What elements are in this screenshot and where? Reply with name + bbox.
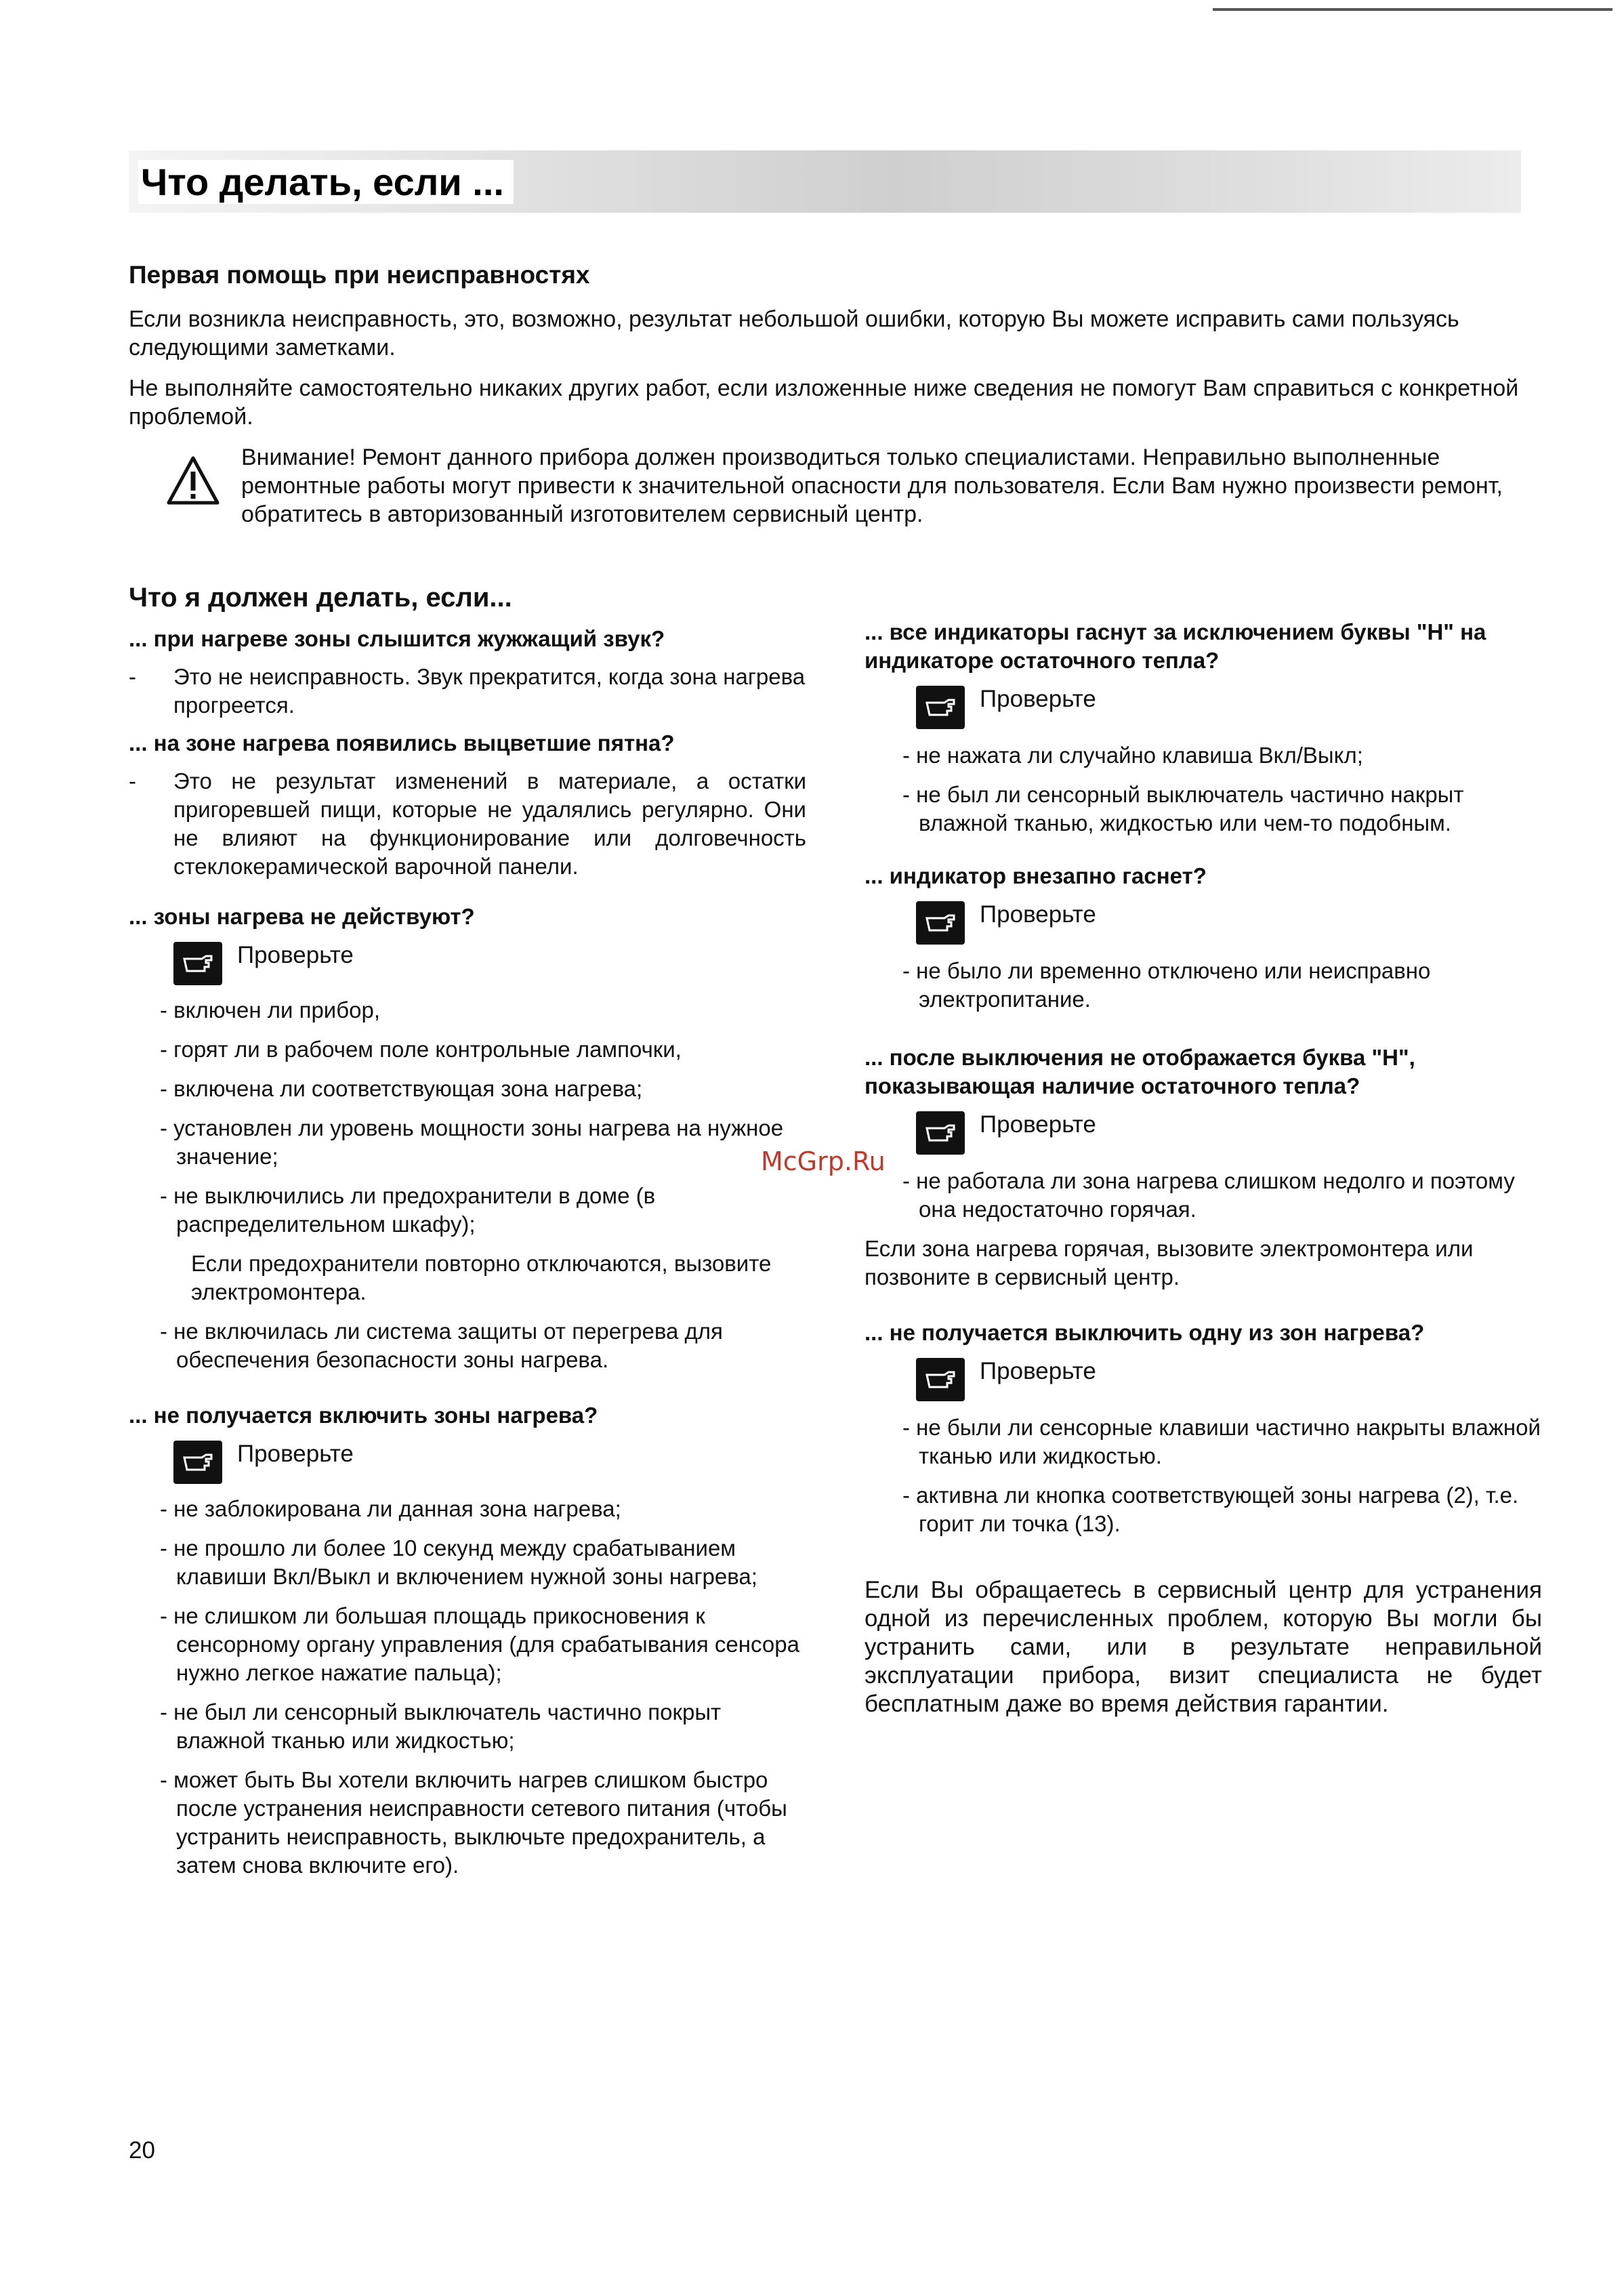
check-block — [865, 1358, 1542, 1401]
question-buzzing: ... при нагреве зоны слышится жужжащий звук? — [129, 626, 665, 651]
pointing-hand-icon — [916, 686, 965, 729]
question-no-h-letter: ... после выключения не отображается буква "H", показывающая наличие остаточного тепла? — [865, 1045, 1415, 1098]
pointing-hand-icon — [916, 1358, 965, 1401]
list-item: - не было ли временно отключено или неисправно электропитание. — [902, 958, 1431, 1012]
first-aid-paragraph-1: Если возникла неисправность, это, возможно, результат небольшой ошибки, которую Вы можете исправить сами пользуясь следующими заметками. — [129, 306, 1459, 360]
list-item: - не заблокирована ли данная зона нагрева; — [160, 1496, 621, 1521]
check-block — [865, 901, 1542, 945]
answer-stains-text: Это не результат изменений в материале, а остатки пригоревшей пищи, которые не удалялись регулярно. Они не влияют на функционирование или долговечность стеклокерамической варочной панели. — [173, 768, 806, 879]
check-label: Проверьте — [237, 942, 354, 968]
page-number: 20 — [129, 2137, 155, 2164]
section-title: Что я должен делать, если... — [129, 583, 512, 613]
list-item: - может быть Вы хотели включить нагрев слишком быстро после устранения неисправности сетевого питания (чтобы устранить неисправность, выключьте предохранитель, а затем снова включите его). — [160, 1767, 787, 1878]
hot-zone-note: Если зона нагрева горячая, вызовите электромонтера или позвоните в сервисный центр. — [865, 1236, 1474, 1289]
list-item: - не прошло ли более 10 секунд между срабатыванием клавиши Вкл/Выкл и включением нужной зоны нагрева; — [160, 1535, 757, 1589]
question-indicator-goes-out: ... индикатор внезапно гаснет? — [865, 863, 1207, 888]
check-label: Проверьте — [237, 1441, 354, 1467]
closing-paragraph: Если Вы обращаетесь в сервисный центр для устранения одной из перечисленных проблем, которую Вы могли бы устранить сами, или в результате неправильной эксплуатации прибора, визит специалиста не будет бесплатным даже во время действия гарантии. — [865, 1577, 1542, 1717]
answer-buzzing: - Это не неисправность. Звук прекратится, когда зона нагрева прогреется. — [129, 664, 806, 718]
pointing-hand-icon — [916, 901, 965, 945]
pointing-hand-icon — [916, 1111, 965, 1155]
list-item: - не нажата ли случайно клавиша Вкл/Выкл; — [902, 743, 1363, 768]
check-block — [865, 1111, 1542, 1155]
check-label: Проверьте — [980, 901, 1096, 928]
answer-stains: - Это не результат изменений в материале, а остатки пригоревшей пищи, которые не удалялись регулярно. Они не влияют на функционирование или долговечность стеклокерамической варочной панели. — [129, 767, 806, 881]
list-item: - активна ли кнопка соответствующей зоны нагрева (2), т.е. горит ли точка (13). — [902, 1483, 1519, 1536]
question-stains: ... на зоне нагрева появились выцветшие пятна? — [129, 730, 675, 756]
list-item: - не работала ли зона нагрева слишком недолго и поэтому она недостаточно горячая. — [902, 1168, 1515, 1222]
fuse-note: Если предохранители повторно отключаются, вызовите электромонтера. — [191, 1251, 772, 1304]
watermark: McGrp.Ru — [761, 1146, 886, 1176]
top-rule — [1213, 8, 1612, 11]
list-item: - включен ли прибор, — [160, 997, 381, 1022]
check-block — [129, 942, 806, 985]
pointing-hand-icon — [173, 1441, 222, 1484]
list-item: - включена ли соответствующая зона нагрева; — [160, 1076, 643, 1101]
warning-text: Внимание! Ремонт данного прибора должен производиться только специалистами. Неправильно выполненные ремонтные работы могут привести к значительной опасности для пользователя. Если Вам нужно произвести ремонт, обратитесь в авторизованный изготовителем сервисный центр. — [241, 445, 1503, 527]
left-column — [129, 625, 806, 1880]
page-title: Что делать, если ... — [138, 160, 514, 204]
check-label: Проверьте — [980, 1358, 1096, 1384]
pointing-hand-icon — [173, 942, 222, 985]
list-item: - не был ли сенсорный выключатель частично накрыт влажной тканью, жидкостью или чем-то подобным. — [902, 782, 1464, 835]
check-label: Проверьте — [980, 1111, 1096, 1138]
check-label: Проверьте — [980, 686, 1096, 712]
list-item: - не был ли сенсорный выключатель частично покрыт влажной тканью или жидкостью; — [160, 1699, 722, 1753]
question-cannot-switch-off: ... не получается выключить одну из зон нагрева? — [865, 1320, 1425, 1345]
list-item: - не включилась ли система защиты от перегрева для обеспечения безопасности зоны нагрева. — [160, 1319, 723, 1372]
first-aid-paragraph-2: Не выполняйте самостоятельно никаких других работ, если изложенные ниже сведения не помогут Вам справиться с конкретной проблемой. — [129, 375, 1519, 430]
warning-triangle-icon — [166, 455, 220, 505]
list-item: - горят ли в рабочем поле контрольные лампочки, — [160, 1037, 682, 1062]
question-indicators-off: ... все индикаторы гаснут за исключением буквы "H" на индикаторе остаточного тепла? — [865, 619, 1486, 673]
first-aid-heading: Первая помощь при неисправностях — [129, 261, 590, 289]
question-cannot-switch-on: ... не получается включить зоны нагрева? — [129, 1403, 598, 1428]
question-zones-not-working: ... зоны нагрева не действуют? — [129, 904, 475, 929]
title-bar — [129, 150, 1521, 213]
check-block — [865, 686, 1542, 729]
list-item: - установлен ли уровень мощности зоны нагрева на нужное значение; — [160, 1115, 784, 1169]
list-item: - не были ли сенсорные клавиши частично накрыты влажной тканью или жидкостью. — [902, 1415, 1541, 1468]
answer-buzzing-text: Это не неисправность. Звук прекратится, когда зона нагрева прогреется. — [173, 664, 806, 718]
check-block — [129, 1441, 806, 1484]
right-column — [865, 618, 1542, 1718]
list-item: - не слишком ли большая площадь прикосновения к сенсорному органу управления (для срабатывания сенсора нужно легкое нажатие пальца); — [160, 1603, 799, 1685]
list-item: - не выключились ли предохранители в доме (в распределительном шкафу); — [160, 1183, 656, 1237]
